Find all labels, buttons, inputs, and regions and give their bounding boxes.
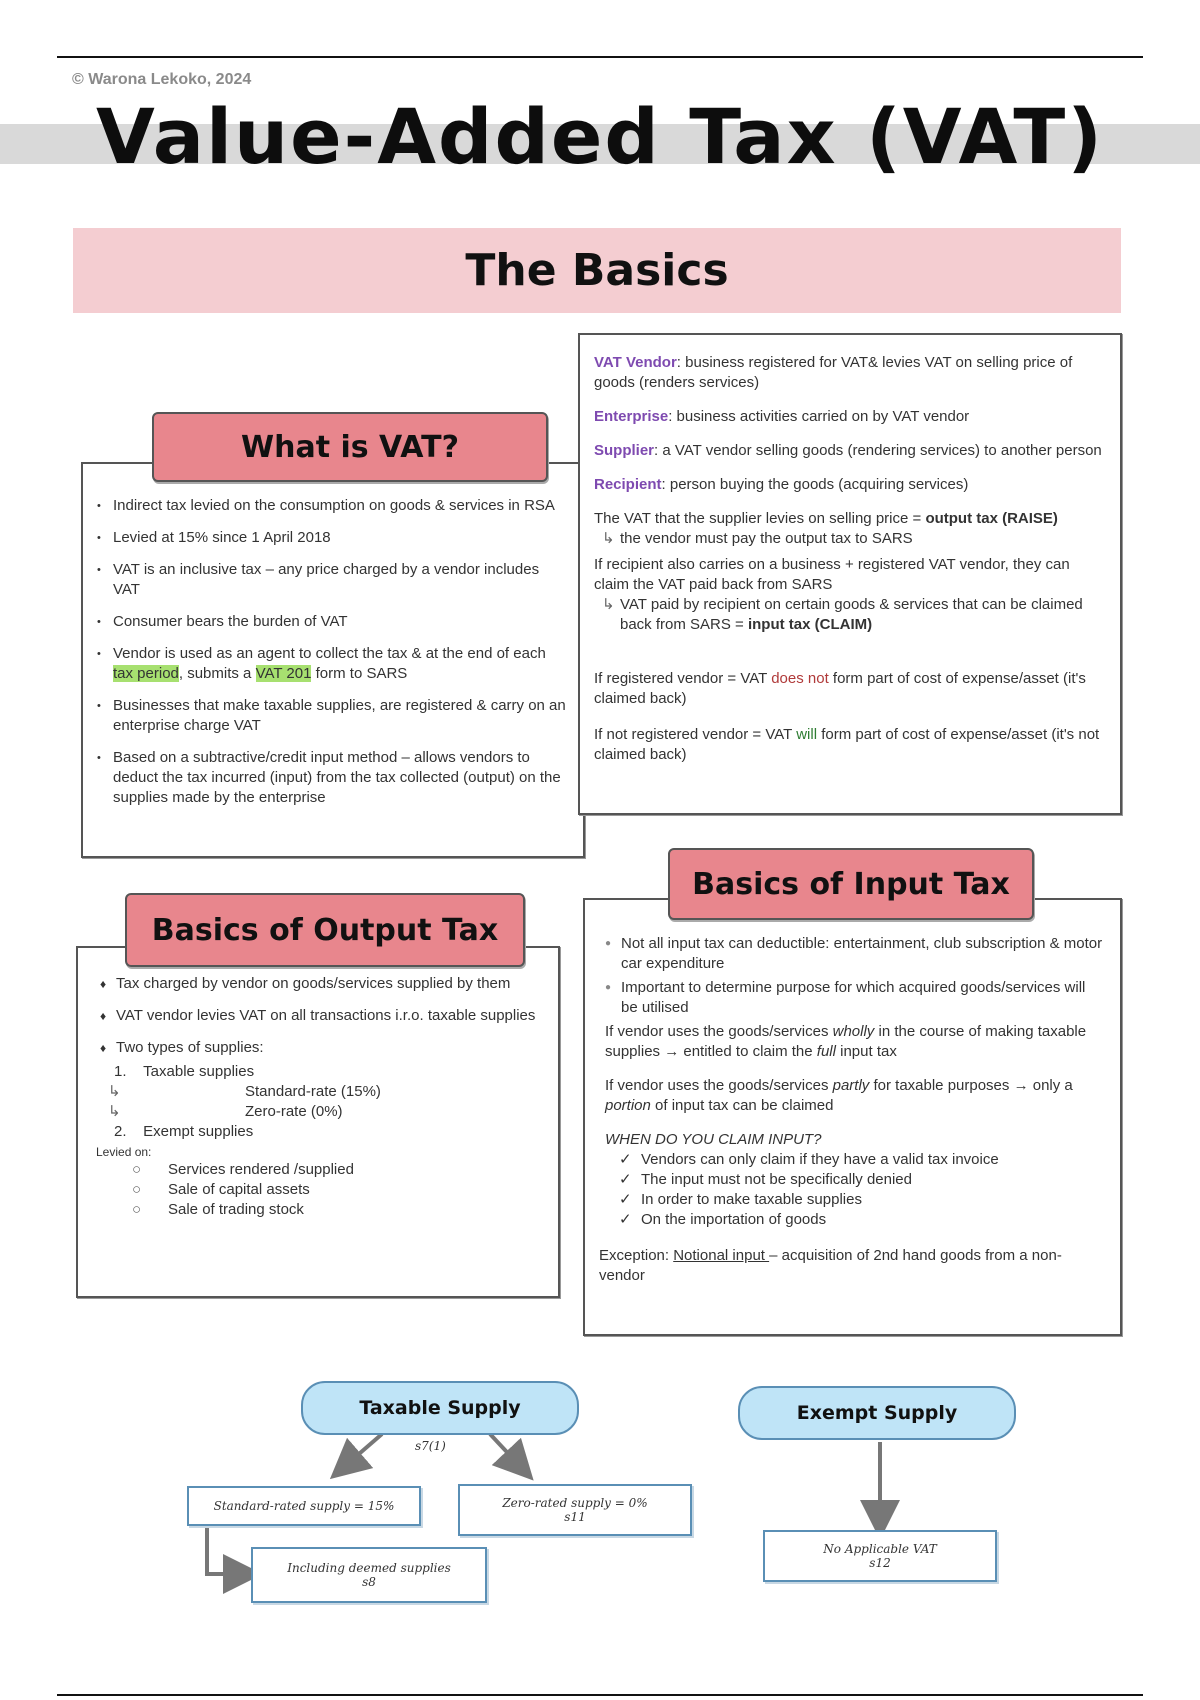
output-tax-line: The VAT that the supplier levies on selling price = output tax (RAISE) bbox=[594, 510, 1058, 527]
def-recipient: Recipient: person buying the goods (acquiring services) bbox=[594, 476, 969, 493]
taxable-section: s7(1) bbox=[415, 1439, 446, 1453]
highlight-tax-period: tax period bbox=[113, 665, 179, 682]
list-item: ● Not all input tax can deductible: entertainment, club subscription & motor car expenditure bbox=[605, 934, 1106, 974]
def-vendor: VAT Vendor: business registered for VAT& levies VAT on selling price of goods (renders services) bbox=[594, 354, 1073, 391]
list-item: • VAT is an inclusive tax – any price charged by a vendor includes VAT bbox=[97, 560, 569, 600]
list-item: ○ Sale of capital assets bbox=[132, 1181, 310, 1198]
copyright: © Warona Lekoko, 2024 bbox=[72, 71, 252, 88]
supply-exempt: 2. Exempt supplies bbox=[114, 1123, 254, 1140]
list-item: ✓ In order to make taxable supplies bbox=[619, 1191, 862, 1208]
list-item: ✓ On the importation of goods bbox=[619, 1211, 827, 1228]
page-title: Value-Added Tax (VAT) bbox=[96, 92, 1104, 181]
list-item: • Indirect tax levied on the consumption on goods & services in RSA bbox=[97, 496, 569, 516]
top-rule bbox=[57, 56, 1143, 58]
output-tax-banner: Basics of Output Tax bbox=[125, 893, 525, 967]
definitions-box bbox=[578, 333, 1122, 815]
exempt-supply-node: Exempt Supply bbox=[738, 1386, 1016, 1440]
def-enterprise: Enterprise: business activities carried on by VAT vendor bbox=[594, 408, 970, 425]
list-item: • Based on a subtractive/credit input method – allows vendors to deduct the tax incurred (input) from the tax collected (output) on the supplies made by the enterprise bbox=[97, 748, 569, 808]
what-is-vat-box bbox=[81, 462, 585, 858]
list-item: ○ Services rendered /supplied bbox=[132, 1161, 354, 1178]
list-item: • Levied at 15% since 1 April 2018 bbox=[97, 528, 569, 548]
wholly-line: If vendor uses the goods/services wholly in the course of making taxable supplies → entitled to claim the full input tax bbox=[605, 1023, 1087, 1060]
output-tax-sub: ↳ the vendor must pay the output tax to SARS bbox=[594, 529, 1106, 549]
no-vat-node: No Applicable VAT s12 bbox=[763, 1530, 997, 1582]
deemed-supplies-node: Including deemed supplies s8 bbox=[251, 1547, 487, 1603]
list-item: ♦ Tax charged by vendor on goods/services supplied by them bbox=[100, 974, 544, 994]
partly-line: If vendor uses the goods/services partly for taxable purposes → only a portion of input tax can be claimed bbox=[605, 1077, 1073, 1114]
levied-on-label: Levied on: bbox=[96, 1145, 152, 1159]
taxable-supply-node: Taxable Supply bbox=[301, 1381, 579, 1435]
exception-line: Exception: Notional input – acquisition of 2nd hand goods from a non-vendor bbox=[599, 1247, 1062, 1284]
list-item: ✓ Vendors can only claim if they have a valid tax invoice bbox=[619, 1151, 999, 1168]
registered-line: If registered vendor = VAT does not form part of cost of expense/asset (it's claimed back) bbox=[594, 670, 1086, 707]
input-tax-sub: ↳ VAT paid by recipient on certain goods & services that can be claimed back from SARS = input tax (CLAIM) bbox=[594, 595, 1106, 635]
list-item-agent: • Vendor is used as an agent to collect the tax & at the end of each tax period, submits a VAT 201 form to SARS bbox=[97, 644, 569, 684]
list-item: • Businesses that make taxable supplies, are registered & carry on an enterprise charge VAT bbox=[97, 696, 569, 736]
supply-zero: ↳ Zero-rate (0%) bbox=[100, 1102, 544, 1122]
standard-rated-node: Standard-rated supply = 15% bbox=[187, 1486, 421, 1526]
what-is-vat-banner: What is VAT? bbox=[152, 412, 548, 482]
when-heading: WHEN DO YOU CLAIM INPUT? bbox=[605, 1131, 822, 1148]
output-tax-box bbox=[76, 946, 560, 1298]
arrow-standard bbox=[345, 1434, 382, 1466]
list-item: ○ Sale of trading stock bbox=[132, 1201, 304, 1218]
input-tax-banner: Basics of Input Tax bbox=[668, 848, 1034, 920]
input-tax-box bbox=[583, 898, 1122, 1336]
zero-rated-node: Zero-rated supply = 0% s11 bbox=[458, 1484, 692, 1536]
bottom-rule bbox=[57, 1694, 1143, 1696]
list-item: ♦ VAT vendor levies VAT on all transactions i.r.o. taxable supplies bbox=[100, 1006, 544, 1026]
list-item: ● Important to determine purpose for which acquired goods/services will be utilised bbox=[605, 978, 1106, 1018]
section-title: The Basics bbox=[73, 228, 1121, 313]
list-item: ✓ The input must not be specifically denied bbox=[619, 1171, 912, 1188]
not-registered-line: If not registered vendor = VAT will form part of cost of expense/asset (it's not claimed back) bbox=[594, 726, 1100, 763]
supply-standard: ↳ Standard-rate (15%) bbox=[100, 1082, 544, 1102]
list-item: • Consumer bears the burden of VAT bbox=[97, 612, 569, 632]
highlight-vat201: VAT 201 bbox=[255, 665, 312, 682]
def-supplier: Supplier: a VAT vendor selling goods (rendering services) to another person bbox=[594, 442, 1102, 459]
supply-taxable: 1. Taxable supplies bbox=[114, 1063, 255, 1080]
recipient-line: If recipient also carries on a business + registered VAT vendor, they can claim the VAT paid back from SARS bbox=[594, 556, 1070, 593]
list-item: ♦ Two types of supplies: bbox=[100, 1038, 544, 1058]
arrow-zero bbox=[490, 1434, 520, 1466]
